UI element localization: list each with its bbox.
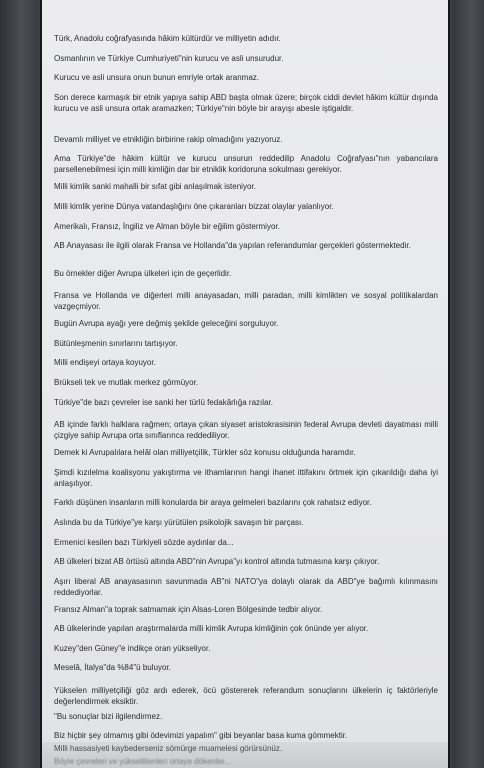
paragraph: Türkiye"de bazı çevreler ise sanki her türlü fedakârlığa razılar. (54, 398, 273, 407)
paragraph: Milli endişeyi ortaya koyuyor. (54, 358, 156, 367)
paragraph: Devamlı milliyet ve etnikliğin birbirine rakip olmadığını yazıyoruz. (54, 135, 283, 144)
paragraph: Brükseli tek ve mutlak merkez görmüyor. (54, 378, 199, 387)
paragraph: Yükselen milliyetçiliği göz ardı ederek, öcü göstererek referandum sonuçlarını ülkelerin iç faktörleriyle değerlendirmek eksiktir. (54, 686, 438, 706)
paragraph: Meselâ, İtalya"da %84"ü buluyor. (54, 663, 171, 672)
paragraph: Şimdi kızılelma koalisyonu yakıştırma ve ithamlarının hangi ihanet ittifakını örtmek için çıkarıldığı daha iyi anlaşılıyor. (54, 468, 438, 488)
paragraph: Farklı düşünen insanların milli konularda bir araya gelmeleri bazılarını çok rahatsız ediyor. (54, 498, 372, 507)
paragraph: Fransa ve Hollanda ve diğerleri milli anayasadan, milli paradan, milli kimlikten ve sosyal politikalardan vazgeçmiyor. (54, 291, 438, 311)
paragraph: Bu örnekler diğer Avrupa ülkeleri için de geçerlidir. (54, 269, 232, 278)
document-page (40, 0, 450, 748)
paragraph: Bütünleşmenin sınırlarını tartışıyor. (54, 339, 178, 348)
right-frame (452, 0, 484, 768)
paragraph: Fransız Alman"a toprak satmamak için Alsas-Loren Bölgesinde tedbir alıyor. (54, 605, 323, 614)
next-page-line: Milli hassasiyeti kaybederseniz sömürge muamelesi görürsünüz. (54, 744, 283, 753)
paragraph: Kurucu ve asli unsura onun bunun emriyle ortak aranmaz. (54, 73, 259, 82)
paragraph: AB ülkeleri bizat AB örtüsü altında ABD"nin Avrupa"yı kontrol altında tutmasına karşı çıkıyor. (54, 557, 380, 566)
paragraph: Ama Türkiye"de hâkim kültür ve kurucu unsurun reddedilip Anadolu Coğrafyası"nın yabancılara parsellenebilmesi için milli kimliğin dar bir etniklik koridoruna sokulması gerekiyor. (54, 154, 438, 174)
paragraph: Kuzey"den Güney"e indikçe oran yükseliyor. (54, 644, 211, 653)
left-frame (0, 0, 38, 768)
paragraph: AB ülkelerinde yapılan araştırmalarda milli kimlik Avrupa kimliğinin çok önünde yer alıyor. (54, 624, 369, 633)
paragraph: Biz hiçbir şey olmamış gibi ödevimizi yapalım" gibi beyanlar basa kuma gömmektir. (54, 731, 348, 740)
paragraph: Son derece karmaşık bir etnik yapıya sahip ABD başta olmak üzere; birçok ciddi devlet hâkim kültür dışında kurucu ve asli unsura ortak aramazken; Türkiye"nin böyle bir arayışı abesle iştigaldir. (54, 93, 438, 113)
paragraph: "Bu sonuçlar bizi ilgilendirmez. (54, 712, 163, 721)
paragraph: Aşırı liberal AB anayasasının savunmada AB"ni NATO"ya dolaylı olarak da ABD"ye bağımlı kılınmasını reddediyorlar. (54, 577, 438, 597)
paragraph: Ermenici kesilen bazı Türkiyeli sözde aydınlar da... (54, 538, 234, 547)
paragraph: Amerikalı, Fransız, İngiliz ve Alman böyle bir eğilim göstermiyor. (54, 222, 280, 231)
next-page-strip (40, 742, 450, 768)
paragraph: AB içinde farklı halklara rağmen; ortaya çıkan siyaset aristokrasisinin federal Avrupa devleti dayatması milli çizgiye sahip Avrupa orta sınıflarınca reddediliyor. (54, 420, 438, 440)
paragraph: AB Anayasası ile ilgili olarak Fransa ve Hollanda"da yapılan referandumlar gerçekleri göstermektedir. (54, 241, 411, 250)
next-page-line: Böyle çevreleri ve yükseltilenleri ortaya dökenler... (54, 757, 231, 766)
paragraph: Milli kimlik sanki mahalli bir sıfat gibi anlaşılmak isteniyor. (54, 182, 256, 191)
paragraph: Osmanlının ve Türkiye Cumhuriyeti"nin kurucu ve asli unsurudur. (54, 54, 284, 63)
paragraph: Türk, Anadolu coğrafyasında hâkim kültürdür ve milliyetin adıdır. (54, 34, 281, 43)
paragraph: Milli kimlik yerine Dünya vatandaşlığını öne çıkaranları bizzat olaylar yalanlıyor. (54, 202, 334, 211)
paragraph: Demek ki Avrupalılara helâl olan milliyetçilik, Türkler söz konusu olduğunda haramdır. (54, 448, 356, 457)
paragraph: Aslında bu da Türkiye"ye karşı yürütülen psikolojik savaşın bir parçası. (54, 518, 304, 527)
paragraph: Bugün Avrupa ayağı yere değmiş şekilde geleceğini sorguluyor. (54, 319, 279, 328)
